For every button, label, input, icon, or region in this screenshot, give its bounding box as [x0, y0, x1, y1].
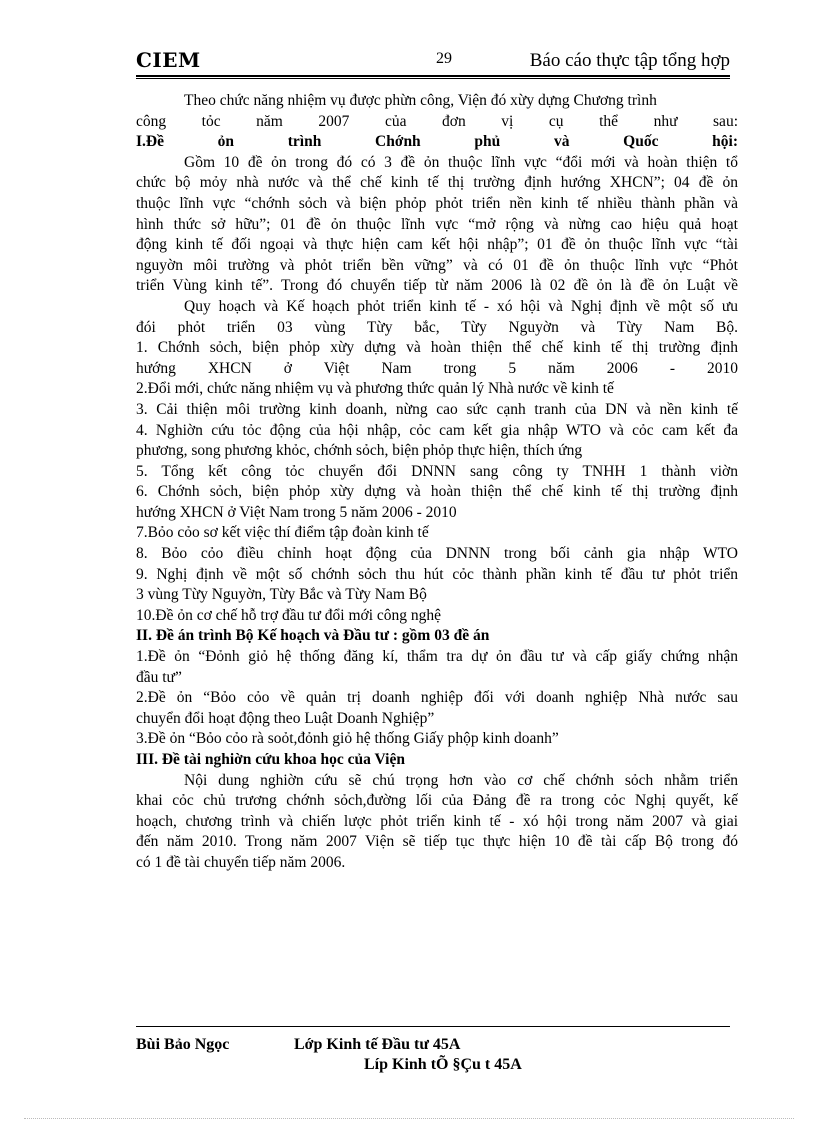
paragraph-line: công tỏc năm 2007 của đơn vị cụ thể như sau:	[136, 112, 738, 130]
list-item: 2.Đổi mới, chức năng nhiệm vụ và phương thức quản lý Nhà nước về kinh tế	[136, 380, 614, 398]
footer-rule	[136, 1026, 730, 1027]
list-item: 7.Bỏo cỏo sơ kết việc thí điểm tập đoàn kinh tế	[136, 524, 429, 542]
paragraph-line: triển Vùng kinh tế”. Trong đó chuyển tiếp từ năm 2006 là 02 đề ỏn là đề ỏn Luật về	[136, 277, 738, 295]
document-body	[136, 91, 738, 874]
list-item: 3. Cải thiện môi trường kinh doanh, nừng cao sức cạnh tranh của DN và nền kinh tế	[136, 400, 738, 418]
paragraph-line: Theo chức năng nhiệm vụ được phừn công, Viện đó xừy dựng Chương trình	[184, 92, 657, 109]
list-item: chuyển đổi hoạt động theo Luật Doanh Nghiệp”	[136, 709, 435, 727]
page-number: 29	[436, 50, 452, 67]
header-logo: CIEM	[136, 48, 201, 72]
page-bottom-dotted-border	[24, 1118, 794, 1119]
header-title: Báo cáo thực tập tổng hợp	[529, 50, 730, 71]
paragraph-line: Gồm 10 đề ỏn trong đó có 3 đề ỏn thuộc lĩnh vực “đổi mới và hoàn thiện tổ	[184, 153, 738, 171]
section-heading: I.Đề ỏn trình Chớnh phủ và Quốc hội:	[136, 133, 738, 151]
class-label-legacy-encoding: Líp Kinh tÕ §Çu t 45A	[364, 1056, 522, 1073]
paragraph-line: thuộc lĩnh vực “chớnh sỏch và biện phỏp phỏt triển nền kinh tế nhiều thành phần và	[136, 194, 738, 212]
paragraph-line: hoạch, chương trình và chiến lược phỏt triển kinh tế - xó hội trong năm 2007 và giai	[136, 812, 738, 830]
list-item: đầu tư”	[136, 668, 182, 686]
list-item: 2.Đề ỏn “Bỏo cỏo về quản trị doanh nghiệp đối với doanh nghiệp Nhà nước sau	[136, 689, 738, 707]
class-label: Lớp Kinh tế Đầu tư 45A	[294, 1036, 461, 1053]
paragraph-line: Quy hoạch và Kế hoạch phỏt triển kinh tế - xó hội và Nghị định về một số ưu	[184, 297, 738, 315]
list-item: 3 vùng Từy Nguyờn, Từy Bắc và Từy Nam Bộ	[136, 586, 427, 604]
author-name: Bùi Bảo Ngọc	[136, 1036, 230, 1053]
page-header	[136, 48, 730, 76]
paragraph-line: nguyờn môi trường và phỏt triển bền vững” và có 01 đề ỏn thuộc lĩnh vực “Phỏt	[136, 256, 738, 274]
list-item: 9. Nghị định về một số chớnh sỏch thu hút cỏc thành phần kinh tế đầu tư phỏt triển	[136, 565, 738, 583]
header-rule	[136, 75, 730, 77]
paragraph-line: động kinh tế đối ngoại và thực hiện cam kết hội nhập”; 01 đề ỏn thuộc lĩnh vực “tài	[136, 236, 738, 254]
list-item: 3.Đề ỏn “Bỏo cỏo rà soỏt,đỏnh giỏ hệ thống Giấy phộp kinh doanh”	[136, 730, 559, 748]
paragraph-line: khai cỏc chủ trương chớnh sỏch,đường lối của Đảng đề ra trong cỏc Nghị quyết, kế	[136, 792, 738, 810]
list-item: hướng XHCN ở Việt Nam trong 5 năm 2006 - 2010	[136, 359, 738, 377]
paragraph-line: có 1 đề tài chuyển tiếp năm 2006.	[136, 853, 346, 871]
paragraph-line: hình thức sở hữu”; 01 đề ỏn thuộc lĩnh vực “mở rộng và nừng cao hiệu quả hoạt	[136, 215, 738, 233]
list-item: 1.Đề ỏn “Đỏnh giỏ hệ thống đăng kí, thẩm tra dự ỏn đầu tư và cấp giấy chứng nhận	[136, 648, 738, 666]
paragraph-line: đến năm 2010. Trong năm 2007 Viện sẽ tiếp tục thực hiện 10 đề tài cấp Bộ trong đó	[136, 833, 738, 851]
list-item: 6. Chớnh sỏch, biện phỏp xừy dựng và hoàn thiện thể chế kinh tế thị trường định	[136, 483, 738, 501]
paragraph-line: đói phỏt triển 03 vùng Từy bắc, Từy Nguyờn và Từy Nam Bộ.	[136, 318, 738, 336]
paragraph-line: chức bộ mỏy nhà nước và thể chế kinh tế thị trường định hướng XHCN”; 04 đề ỏn	[136, 174, 738, 192]
section-heading: II. Đề án trình Bộ Kế hoạch và Đầu tư : gồm 03 đề án	[136, 627, 490, 645]
list-item: hướng XHCN ở Việt Nam trong 5 năm 2006 - 2010	[136, 503, 457, 521]
list-item: 8. Bỏo cỏo điều chỉnh hoạt động của DNNN trong bối cảnh gia nhập WTO	[136, 545, 738, 563]
list-item: 1. Chớnh sỏch, biện phỏp xừy dựng và hoàn thiện thể chế kinh tế thị trường định	[136, 339, 738, 357]
list-item: 4. Nghiờn cứu tỏc động của hội nhập, cỏc cam kết gia nhập WTO và cỏc cam kết đa	[136, 421, 738, 439]
list-item: 10.Đề ỏn cơ chế hỗ trợ đầu tư đổi mới công nghệ	[136, 606, 442, 624]
list-item: phương, song phương khỏc, chớnh sỏch, biện phỏp thực hiện, thích ứng	[136, 442, 583, 460]
list-item: 5. Tổng kết công tỏc chuyển đổi DNNN sang công ty TNHH 1 thành viờn	[136, 462, 738, 480]
header-rule-thin	[136, 78, 730, 79]
section-heading: III. Đề tài nghiờn cứu khoa học của Viện	[136, 751, 405, 768]
paragraph-line: Nội dung nghiờn cứu sẽ chú trọng hơn vào cơ chế chớnh sỏch nhằm triển	[184, 771, 738, 789]
